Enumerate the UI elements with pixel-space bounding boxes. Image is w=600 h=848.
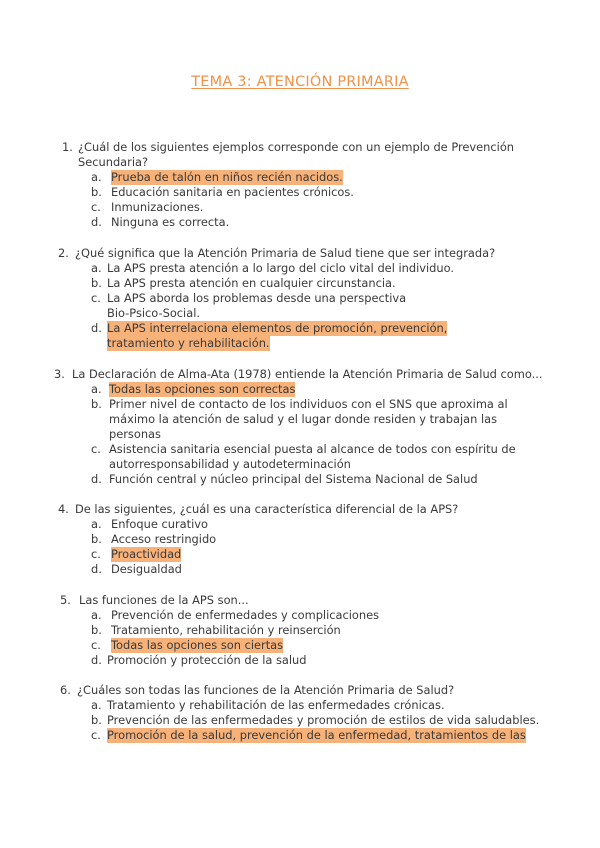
option-text: Función central y núcleo principal del Sistema Nacional de Salud bbox=[109, 472, 478, 486]
option-text: Promoción de la salud, prevención de la enfermedad, tratamientos de las bbox=[107, 728, 526, 742]
option-c[interactable]: c. Promoción de la salud, prevención de la enfermedad, tratamientos de las bbox=[91, 728, 526, 742]
question-1 bbox=[0, 140, 600, 230]
option-text: Desigualdad bbox=[111, 562, 182, 576]
option-d[interactable]: d. Función central y núcleo principal del Sistema Nacional de Salud bbox=[91, 472, 478, 486]
question-6 bbox=[0, 683, 600, 743]
question-3 bbox=[0, 367, 600, 487]
question-number: 2. bbox=[58, 246, 69, 260]
question-number: 5. bbox=[60, 593, 71, 607]
option-b[interactable]: b. Primer nivel de contacto de los individuos con el SNS que aproxima al máximo la atención de salud y el lugar donde residen y trabajan las personas bbox=[0, 397, 600, 442]
option-text: Prueba de talón en niños recién nacidos. bbox=[111, 170, 343, 184]
option-text: Todas las opciones son correctas bbox=[109, 382, 296, 396]
option-text: Bio-Psico-Social. bbox=[107, 306, 200, 320]
option-text: Educación sanitaria en pacientes crónicos. bbox=[111, 185, 354, 199]
option-text: Promoción y protección de la salud bbox=[107, 653, 307, 667]
option-text: tratamiento y rehabilitación. bbox=[107, 336, 270, 350]
option-text: Tratamiento y rehabilitación de las enfermedades crónicas. bbox=[107, 698, 445, 712]
option-a[interactable]: a. La APS presta atención a lo largo del ciclo vital del individuo. bbox=[91, 261, 454, 275]
option-text: La APS aborda los problemas desde una perspectiva bbox=[107, 291, 407, 305]
option-text: Prevención de enfermedades y complicaciones bbox=[111, 608, 380, 622]
question-text: Las funciones de la APS son... bbox=[79, 593, 249, 607]
question-text: ¿Qué significa que la Atención Primaria de Salud tiene que ser integrada? bbox=[75, 246, 496, 260]
option-text: personas bbox=[109, 427, 161, 441]
option-c[interactable]: c. La APS aborda los problemas desde una perspectiva Bio-Psico-Social. bbox=[91, 291, 407, 320]
option-text: máximo la atención de salud y el lugar donde residen y trabajan las bbox=[109, 412, 498, 426]
question-number: 6. bbox=[60, 683, 71, 697]
option-text: Ninguna es correcta. bbox=[111, 215, 230, 229]
question-text: La Declaración de Alma-Ata (1978) entiende la Atención Primaria de Salud como... bbox=[72, 367, 543, 381]
option-b[interactable]: b. Acceso restringido bbox=[91, 532, 217, 546]
option-a[interactable]: a. Prueba de talón en niños recién nacidos. bbox=[91, 170, 343, 184]
option-c[interactable]: c. Todas las opciones son ciertas bbox=[91, 638, 284, 652]
question-text: ¿Cuál de los siguientes ejemplos corresponde con un ejemplo de Prevención bbox=[78, 140, 515, 154]
question-number: 1. bbox=[62, 140, 73, 154]
option-a[interactable]: a. Enfoque curativo bbox=[91, 517, 208, 531]
option-d[interactable]: d. Promoción y protección de la salud bbox=[91, 653, 307, 667]
option-a[interactable]: a. Todas las opciones son correctas bbox=[91, 382, 296, 396]
page-title: TEMA 3: ATENCIÓN PRIMARIA bbox=[191, 74, 409, 90]
question-2 bbox=[0, 246, 600, 351]
option-b[interactable]: b. La APS presta atención en cualquier circunstancia. bbox=[91, 276, 396, 290]
option-a[interactable]: a. Prevención de enfermedades y complicaciones bbox=[91, 608, 380, 622]
option-c[interactable]: c. Inmunizaciones. bbox=[91, 200, 204, 214]
option-c[interactable]: c. Proactividad bbox=[91, 547, 182, 561]
option-d[interactable]: d. Ninguna es correcta. bbox=[91, 215, 230, 229]
option-text: Acceso restringido bbox=[111, 532, 217, 546]
question-text: Secundaria? bbox=[78, 155, 149, 169]
option-text: Todas las opciones son ciertas bbox=[111, 638, 284, 652]
option-b[interactable]: b. Educación sanitaria en pacientes crónicos. bbox=[91, 185, 354, 199]
option-text: Proactividad bbox=[111, 547, 182, 561]
option-b[interactable]: b. Tratamiento, rehabilitación y reinserción bbox=[91, 623, 341, 637]
option-c[interactable]: c. Asistencia sanitaria esencial puesta al alcance de todos con espíritu de autorresponsabilidad y autodeterminación bbox=[91, 442, 516, 471]
question-number: 4. bbox=[58, 502, 69, 516]
option-text: La APS presta atención a lo largo del ciclo vital del individuo. bbox=[107, 261, 454, 275]
option-a[interactable]: a. Tratamiento y rehabilitación de las enfermedades crónicas. bbox=[91, 698, 445, 712]
option-text: Primer nivel de contacto de los individuos con el SNS que aproxima al bbox=[109, 397, 508, 411]
question-5 bbox=[0, 593, 600, 668]
option-d[interactable]: d. Desigualdad bbox=[91, 562, 182, 576]
option-b[interactable]: b. Prevención de las enfermedades y promoción de estilos de vida saludables. bbox=[91, 713, 540, 727]
option-text: Inmunizaciones. bbox=[111, 200, 204, 214]
option-text: Tratamiento, rehabilitación y reinserción bbox=[111, 623, 341, 637]
option-text: Asistencia sanitaria esencial puesta al alcance de todos con espíritu de bbox=[109, 442, 516, 456]
option-text: La APS interrelaciona elementos de promoción, prevención, bbox=[107, 321, 448, 335]
option-d[interactable]: d. La APS interrelaciona elementos de promoción, prevención, tratamiento y rehabilitación. bbox=[91, 321, 448, 350]
option-text: autorresponsabilidad y autodeterminación bbox=[109, 457, 351, 471]
option-text: Enfoque curativo bbox=[111, 517, 208, 531]
question-number: 3. bbox=[54, 367, 65, 381]
option-text: La APS presta atención en cualquier circunstancia. bbox=[107, 276, 396, 290]
question-text: ¿Cuáles son todas las funciones de la Atención Primaria de Salud? bbox=[77, 683, 455, 697]
option-text: Prevención de las enfermedades y promoción de estilos de vida saludables. bbox=[107, 713, 540, 727]
question-text: De las siguientes, ¿cuál es una característica diferencial de la APS? bbox=[75, 502, 459, 516]
question-4 bbox=[0, 502, 600, 577]
